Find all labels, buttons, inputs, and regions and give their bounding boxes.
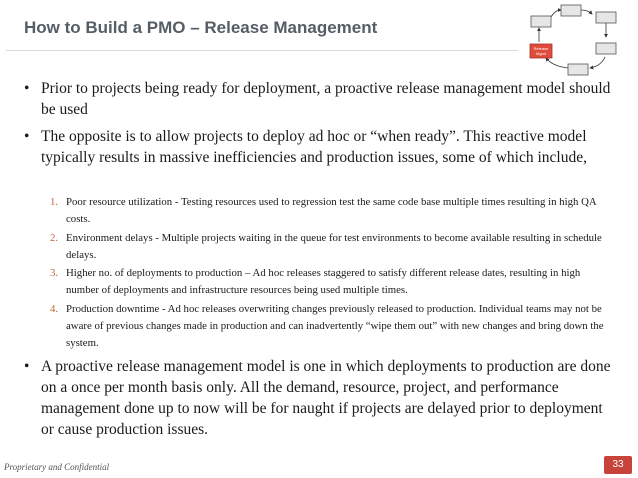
sub-list-marker: 3. [50, 267, 59, 279]
bullet-text: A proactive release management model is one in which deployments to production are done on a once per month basis only. All the demand, resource, project, and performance management done up to now will be for naught if projects are delayed prior to deployment or cause production issues. [41, 358, 611, 438]
sub-list-text: Production downtime - Ad hoc releases overwriting changes previously released to production. Individual teams may not be aware of previous changes made in production and can inadvertently “wipe them out” with new changes and bring down the system. [66, 303, 604, 349]
cycle-arrow [590, 57, 605, 68]
bullet-text: The opposite is to allow projects to deploy ad hoc or “when ready”. This reactive model typically results in massive inefficiencies and production issues, some of which include, [41, 128, 587, 166]
cycle-step-box [561, 5, 581, 16]
bullet-marker: • [24, 358, 30, 375]
sub-list-item [50, 301, 612, 352]
sub-list-item [50, 230, 612, 264]
bullet-item [24, 126, 614, 168]
bullet-item [24, 356, 614, 440]
title-divider [6, 50, 518, 51]
footer-confidential: Proprietary and Confidential [4, 462, 110, 472]
sub-list-marker: 1. [50, 196, 59, 208]
cycle-step-box [596, 12, 616, 23]
cycle-arrow [551, 10, 561, 17]
sub-list-text: Poor resource utilization - Testing resources used to regression test the same code base multiple times resulting in high QA costs. [66, 196, 597, 225]
sub-list-text: Higher no. of deployments to production – Ad hoc releases staggered to satisfy different release dates, resulting in high number of deployments and infrastructure resources being used multiple times. [66, 267, 581, 296]
sub-list-item [50, 194, 612, 228]
cycle-step-box [531, 16, 551, 27]
release-mgmt-label-1: Release [533, 46, 549, 51]
release-mgmt-label-2: Mgmt [536, 51, 546, 56]
sub-list-marker: 4. [50, 303, 59, 315]
slide-title: How to Build a PMO – Release Management [24, 18, 378, 37]
cycle-arrow [546, 58, 568, 68]
cycle-arrow [581, 10, 592, 14]
cycle-step-box [568, 64, 588, 75]
sub-list-text: Environment delays - Multiple projects waiting in the queue for test environments to become available resulting in schedule delays. [66, 232, 602, 261]
sub-list-item [50, 265, 612, 299]
bullet-marker: • [24, 80, 30, 97]
sub-list-marker: 2. [50, 232, 59, 244]
page-number-badge: 33 [604, 456, 632, 474]
bullet-text: Prior to projects being ready for deployment, a proactive release management model should be used [41, 80, 611, 118]
bullet-item [24, 78, 614, 120]
process-cycle-diagram [528, 4, 632, 80]
cycle-step-box [596, 43, 616, 54]
bullet-marker: • [24, 128, 30, 145]
